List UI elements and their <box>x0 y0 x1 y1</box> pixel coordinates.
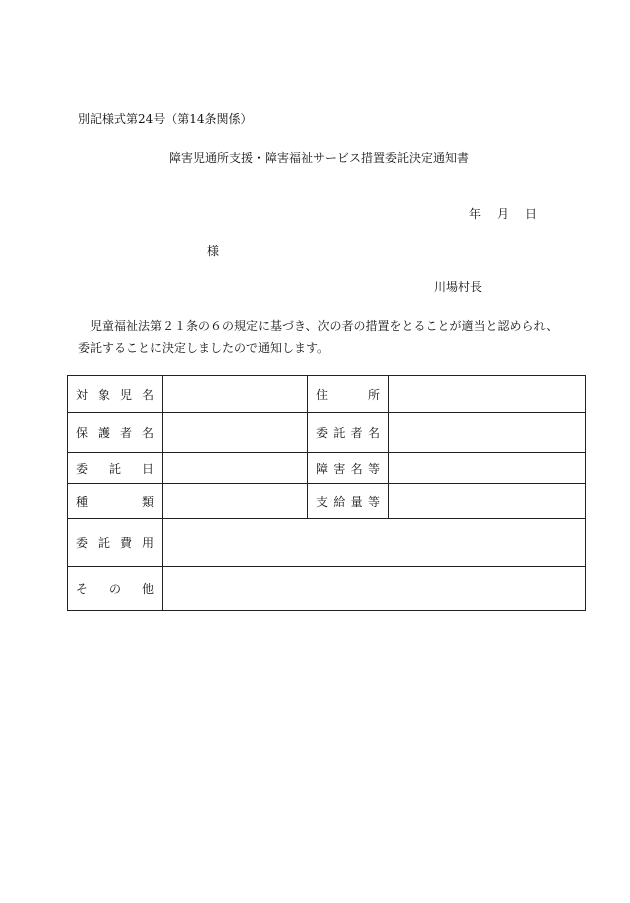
date-day-label: 日 <box>525 207 538 221</box>
guardian-name-label: 保護者名 <box>68 413 163 453</box>
table-row <box>68 453 586 484</box>
table-row <box>68 376 586 413</box>
table-row <box>68 567 586 611</box>
table-row <box>68 484 586 519</box>
guardian-name-cell <box>163 413 308 453</box>
date-year-label: 年 <box>469 207 482 221</box>
recipient-honorific: 様 <box>207 244 220 258</box>
child-name-cell <box>163 376 308 413</box>
body-line-1: 児童福祉法第２１条の６の規定に基づき、次の者の措置をとることが適当と認められ、 <box>90 319 559 333</box>
commission-cost-cell <box>163 519 586 567</box>
table-row <box>68 519 586 567</box>
supply-amount-cell <box>389 484 586 519</box>
supply-amount-label: 支給量等 <box>308 484 389 519</box>
contractor-name-label: 委託者名 <box>308 413 389 453</box>
contractor-name-cell <box>389 413 586 453</box>
commission-date-label: 委託日 <box>68 453 163 484</box>
type-label: 種類 <box>68 484 163 519</box>
disability-name-label: 障害名等 <box>308 453 389 484</box>
commission-cost-label: 委託費用 <box>68 519 163 567</box>
disability-name-cell <box>389 453 586 484</box>
commission-date-cell <box>163 453 308 484</box>
address-label: 住所 <box>308 376 389 413</box>
address-cell <box>389 376 586 413</box>
document-title: 障害児通所支援・障害福祉サービス措置委託決定通知書 <box>169 151 470 165</box>
table-row <box>68 413 586 453</box>
other-label: その他 <box>68 567 163 611</box>
type-cell <box>163 484 308 519</box>
child-name-label: 対象児名 <box>68 376 163 413</box>
form-number: 別記様式第24号（第14条関係） <box>78 112 253 126</box>
date-line <box>469 205 537 222</box>
issuer-name: 川場村長 <box>434 280 483 294</box>
body-line-2: 委託することに決定しましたので通知します。 <box>78 341 330 355</box>
other-cell <box>163 567 586 611</box>
body-text <box>78 315 578 359</box>
date-month-label: 月 <box>497 207 510 221</box>
details-table <box>67 375 586 611</box>
